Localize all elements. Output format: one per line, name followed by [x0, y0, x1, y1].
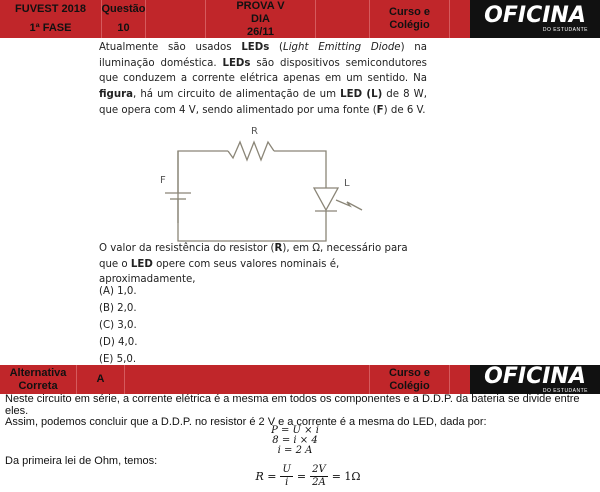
- option-a: (A) 1,0.: [99, 286, 137, 297]
- fraction-u-i: [280, 464, 292, 489]
- wire-bottom: [178, 199, 326, 241]
- text: , há um circuito de alimentação de um: [133, 89, 341, 101]
- wire-top-left: [178, 151, 228, 223]
- answer-bar: [0, 365, 600, 394]
- text-bold: figura: [99, 89, 133, 101]
- label-R: R: [251, 126, 258, 137]
- text-bold: F: [376, 104, 384, 116]
- fraction-numerator: U: [282, 463, 291, 475]
- ohm-r: R =: [255, 469, 277, 483]
- text: ) na iluminação doméstica.: [99, 42, 427, 69]
- question-label: Questão: [101, 3, 146, 15]
- curso-cell-2: [370, 365, 450, 394]
- text: Atualmente são usados: [99, 42, 242, 53]
- answer-options: [99, 283, 137, 368]
- empty-cell: [146, 0, 206, 38]
- logo-name: OFICINA: [484, 3, 586, 28]
- curso-cell: [370, 0, 450, 38]
- logo-name: OFICINA: [484, 363, 586, 389]
- header-bar: [0, 0, 600, 38]
- resistor-icon: [228, 142, 274, 160]
- equation-3: i = 2 A: [277, 445, 313, 456]
- light-emission-icon: [336, 200, 362, 210]
- logo-subtitle: DO ESTUDANTE: [542, 387, 588, 394]
- fraction-denominator: 2A: [312, 476, 326, 488]
- answer-label-line1: Alternativa: [9, 366, 67, 379]
- text: ) de 6 V.: [383, 104, 426, 116]
- prova-line1: PROVA V: [236, 0, 285, 12]
- question-number: 10: [117, 22, 130, 34]
- option-c: (C) 3,0.: [99, 320, 137, 331]
- logo-subtitle: DO ESTUDANTE: [542, 27, 588, 33]
- text-bold: LED: [130, 258, 153, 270]
- circuit-diagram: [150, 118, 370, 243]
- equation-1: P = U × i: [271, 425, 319, 436]
- power-equations: [255, 426, 335, 456]
- answer-label-cell: [0, 365, 77, 394]
- oficina-logo-2: [470, 365, 600, 394]
- oficina-logo: [470, 0, 600, 38]
- exam-phase: 1ª FASE: [29, 22, 72, 34]
- answer-value: A: [96, 373, 105, 385]
- ohm-result: = 1Ω: [331, 469, 361, 483]
- prova-date: 26/11: [247, 25, 274, 38]
- label-L: L: [344, 178, 350, 189]
- answer-label-line2: Correta: [18, 379, 58, 392]
- exam-cell: [0, 0, 102, 38]
- solution-line1: Neste circuito em série, a corrente elétrica é a mesma em todos os componentes e a D.D.P. da bateria se divide entre eles.: [5, 393, 580, 417]
- text-bold: LEDs: [241, 42, 270, 53]
- question-cell: [102, 0, 146, 38]
- fraction-numerator: 2V: [312, 463, 326, 475]
- fraction-values: [310, 464, 328, 489]
- answer-value-cell: [77, 365, 125, 394]
- prova-line2: DIA: [251, 12, 270, 25]
- text-bold: LED (L): [340, 89, 383, 101]
- text: são dispositivos semicondutores que conduzem a corrente elétrica apenas em um sentido. Na: [99, 57, 427, 85]
- text-bold: LEDs: [222, 57, 251, 69]
- led-diode-icon: [314, 188, 338, 210]
- text: ), em Ω, necessário para que o: [99, 243, 408, 270]
- text: (: [269, 42, 284, 53]
- text: opere com seus valores nominais é, aproximadamente,: [99, 258, 340, 285]
- equals-sign: =: [296, 469, 307, 483]
- question-prompt: [99, 241, 429, 288]
- exam-name: FUVEST 2018: [15, 3, 86, 15]
- option-d: (D) 4,0.: [99, 337, 138, 348]
- curso-line2: Colégio: [389, 379, 430, 392]
- wire-top-right: [274, 151, 326, 188]
- option-e: (E) 5,0.: [99, 354, 137, 365]
- empty-cell-2: [316, 0, 370, 38]
- solution-line3: Da primeira lei de Ohm, temos:: [5, 455, 158, 467]
- option-b: (B) 2,0.: [99, 303, 137, 314]
- equation-2: 8 = i × 4: [272, 435, 318, 446]
- solution-text: [5, 394, 595, 429]
- text: de 8 W, que opera com 4 V, sendo alimentado por uma fonte (: [99, 89, 427, 116]
- text: O valor da resistência do resistor (: [99, 243, 275, 254]
- curso-line2: Colégio: [389, 19, 430, 31]
- solution-line2: Assim, podemos concluir que a D.D.P. no resistor é 2 V e a corrente é a mesma do LED, dada por:: [5, 416, 487, 428]
- curso-line1: Curso e: [389, 6, 430, 18]
- ohm-equation: [248, 462, 368, 490]
- empty-cell-3: [125, 365, 370, 394]
- label-F: F: [160, 175, 166, 186]
- prova-cell: [206, 0, 316, 38]
- text-bold: R: [274, 243, 283, 254]
- question-text: [99, 40, 427, 119]
- text-italic: Light Emitting Diode: [283, 42, 401, 53]
- fraction-denominator: i: [285, 476, 289, 488]
- curso-line1: Curso e: [389, 366, 430, 379]
